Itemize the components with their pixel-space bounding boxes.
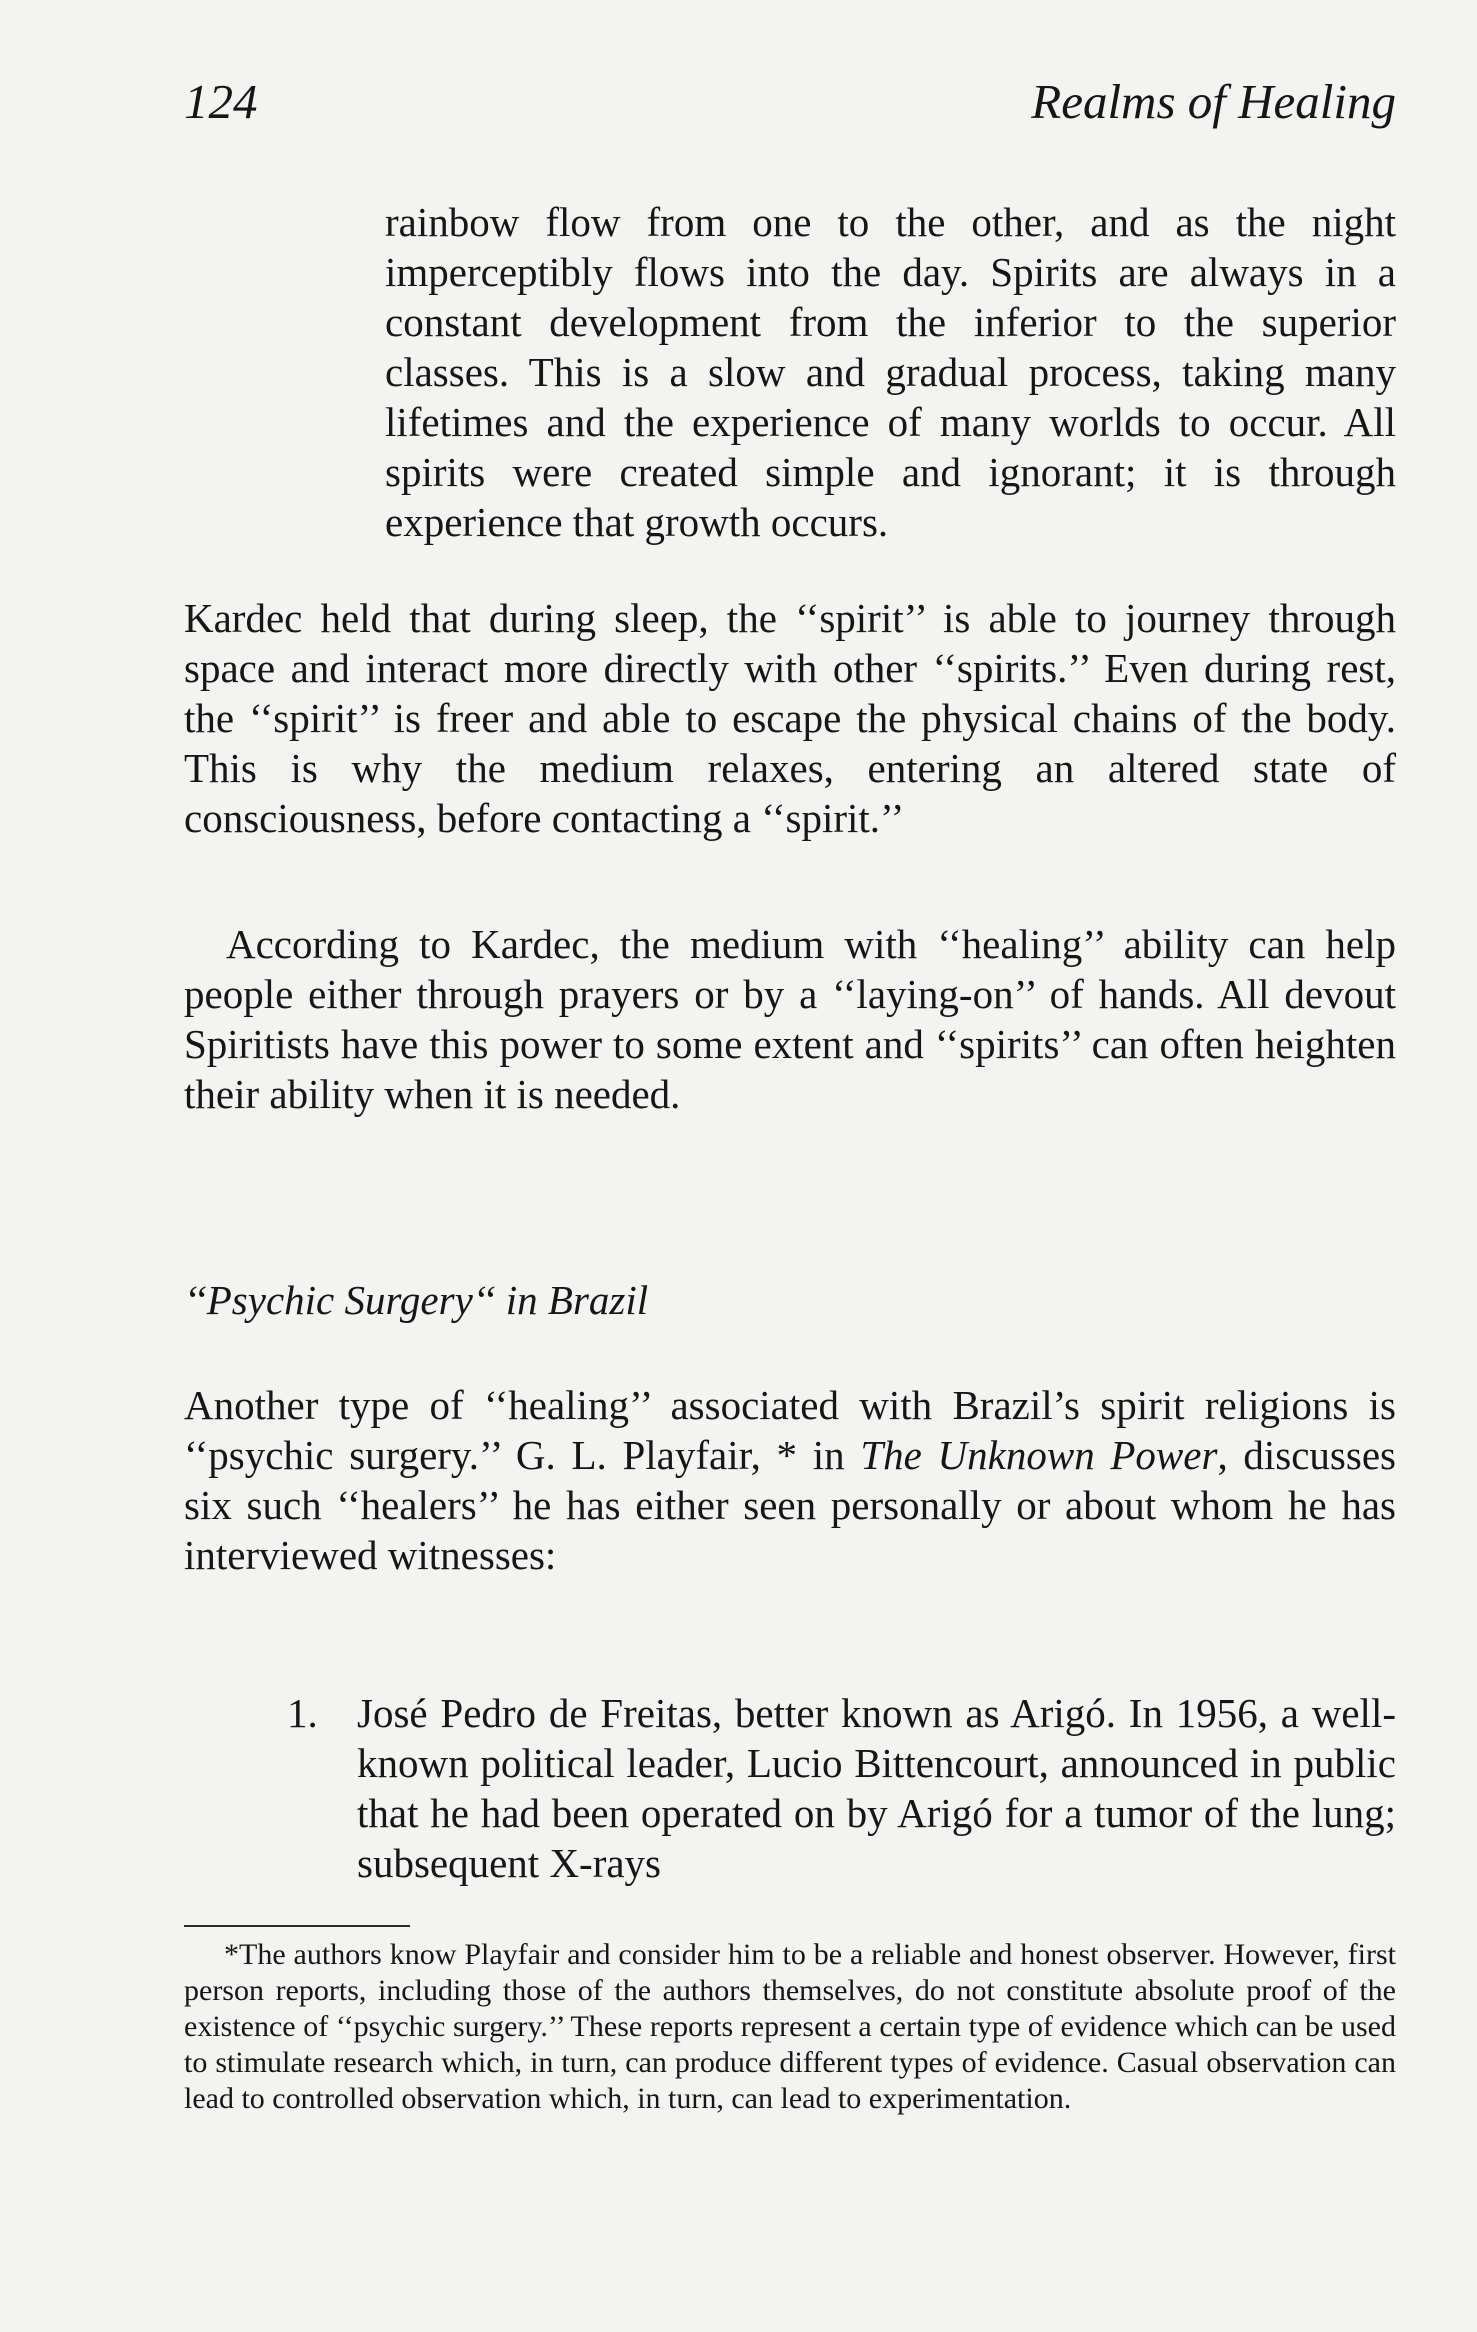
paragraph-kardec-sleep: Kardec held that during sleep, the ‘‘spirit’’ is able to journey through space and interact more directly with other ‘‘spirits.’’ Even during rest, the ‘‘spirit’’ is freer and able to escape the physical chains of the body. This is why the medium relaxes, entering an altered state of consciousness, before contacting a ‘‘spirit.’’ — [184, 595, 1396, 841]
paragraph-kardec-healing: According to Kardec, the medium with ‘‘healing’’ ability can help people either through prayers or by a ‘‘laying-on’’ of hands. All devout Spiritists have this power to some extent and ‘‘spirits’’ can often heighten their ability when it is needed. — [184, 921, 1396, 1117]
page-number: 124 — [184, 74, 258, 129]
section-heading: ‘‘Psychic Surgery‘‘ in Brazil — [184, 1277, 649, 1323]
footnote: *The authors know Playfair and consider him to be a reliable and honest observer. However, first person reports, including those of the authors themselves, do not constitute absolute proof of the existence of ‘‘psychic surgery.’’ These reports represent a certain type of evidence which can be used to stimulate research which, in turn, can produce different types of evidence. Casual observation can lead to controlled observation which, in turn, can lead to experimentation. — [184, 1938, 1396, 2115]
block-quote: rainbow flow from one to the other, and as the night imperceptibly flows into the day. Spirits are always in a constant development from the inferior to the superior classes. This is a slow and gradual process, taking many lifetimes and the experience of many worlds to occur. All spirits were created simple and ignorant; it is through experience that growth occurs. — [385, 199, 1396, 545]
footnote-divider — [184, 1925, 410, 1927]
page-header — [184, 72, 1396, 132]
book-title: The Unknown Power — [860, 1432, 1218, 1478]
paragraph-text-part2: , discusses six such ‘‘healers’’ he has either seen personally or about whom he has interviewed witnesses: — [184, 1432, 1396, 1578]
paragraph-psychic-surgery — [184, 1380, 1396, 1580]
running-title: Realms of Healing — [1031, 74, 1396, 129]
list-item-number: 1. — [287, 1690, 318, 1736]
list-item-text: José Pedro de Freitas, better known as Arigó. In 1956, a well-known political leader, Lucio Bittencourt, announced in public that he had been operated on by Arigó for a tumor of the lung; subsequent X-rays — [357, 1690, 1396, 1886]
paragraph-text-part1: Another type of ‘‘healing’’ associated with Brazil’s spirit religions is ‘‘psychic surgery.’’ G. L. Playfair, * in — [184, 1382, 1396, 1478]
